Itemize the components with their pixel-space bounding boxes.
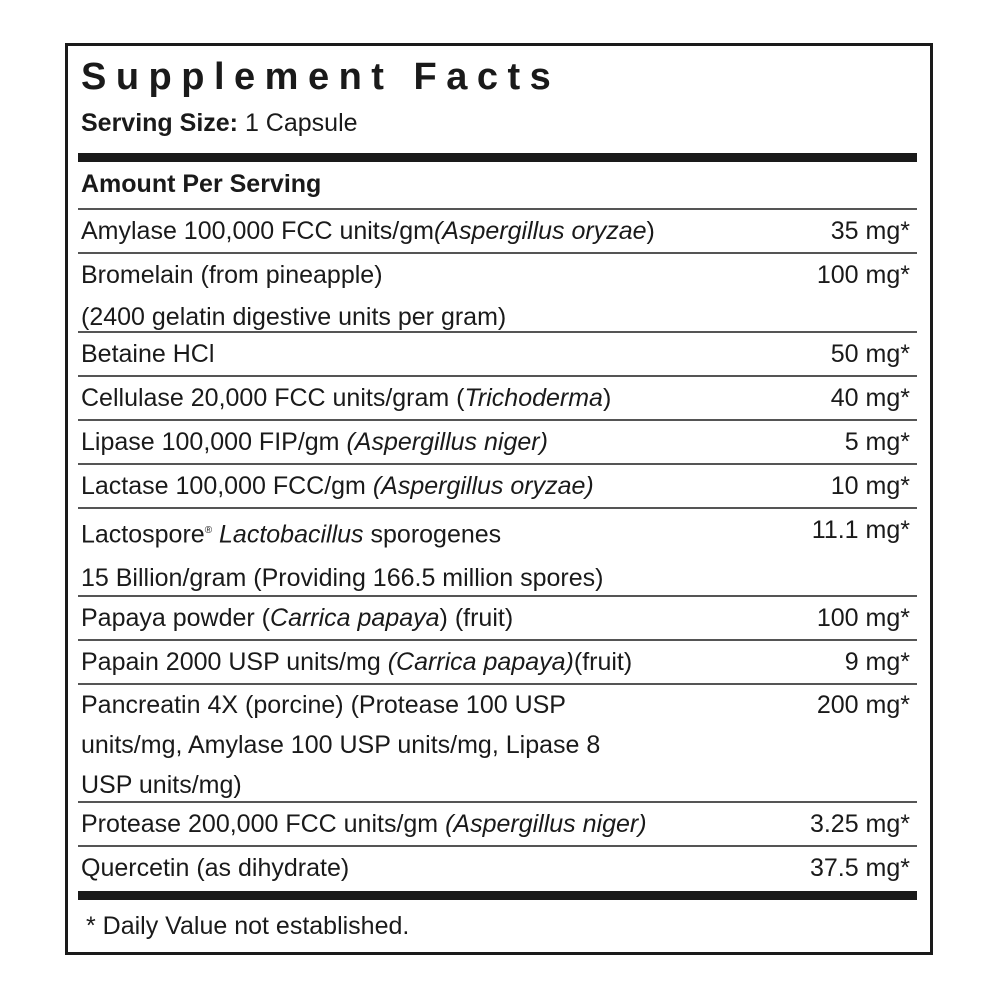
ingredient-amount: 50 mg*	[830, 340, 910, 368]
registered-mark: ®	[204, 525, 213, 536]
ingredient-name: Papain 2000 USP units/mg (Carrica papaya)(fruit)	[81, 648, 633, 676]
serving-size-value: 1 Capsule	[244, 109, 358, 137]
ingredient-name: Quercetin (as dihydrate)	[81, 854, 350, 882]
ingredient-amount: 10 mg*	[830, 472, 910, 500]
ingredient-amount: 5 mg*	[844, 428, 910, 456]
serving-size-label: Serving Size:	[81, 109, 238, 137]
ingredient-name: Betaine HCl	[81, 340, 215, 368]
amount-per-serving-header: Amount Per Serving	[81, 170, 322, 198]
ingredient-name: Protease 200,000 FCC units/gm (Aspergillus niger)	[81, 810, 647, 838]
ingredient-amount: 9 mg*	[844, 648, 910, 676]
ingredient-name: Lipase 100,000 FIP/gm (Aspergillus niger)	[81, 428, 548, 456]
supplement-facts-panel	[65, 43, 933, 955]
ingredient-name: Amylase 100,000 FCC units/gm(Aspergillus oryzae)	[81, 217, 655, 245]
thick-divider-bottom	[78, 891, 917, 900]
ingredient-name: Cellulase 20,000 FCC units/gram (Trichoderma)	[81, 384, 612, 412]
ingredient-amount: 100 mg*	[816, 604, 910, 632]
ingredient-name: Lactase 100,000 FCC/gm (Aspergillus oryzae)	[81, 472, 594, 500]
footnote: * Daily Value not established.	[86, 912, 410, 940]
ingredient-name: Papaya powder (Carrica papaya) (fruit)	[81, 604, 514, 632]
ingredient-amount: 37.5 mg*	[809, 854, 910, 882]
ingredient-amount: 11.1 mg*	[811, 516, 910, 544]
ingredient-amount: 200 mg*	[816, 691, 910, 719]
ingredient-name: Pancreatin 4X (porcine) (Protease 100 USP units/mg, Amylase 100 USP units/mg, Lipase 8 USP units/mg)	[81, 691, 601, 799]
ingredient-amount: 100 mg*	[816, 261, 910, 289]
ingredient-amount: 40 mg*	[830, 384, 910, 412]
ingredient-amount: 3.25 mg*	[809, 810, 910, 838]
ingredient-name: Bromelain (from pineapple) (2400 gelatin digestive units per gram)	[81, 261, 507, 331]
serving-size	[81, 111, 358, 136]
thick-divider-top	[78, 153, 917, 162]
ingredient-name: Lactospore® Lactobacillus sporogenes 15 Billion/gram (Providing 166.5 million spores)	[81, 520, 604, 593]
ingredient-amount: 35 mg*	[830, 217, 910, 245]
panel-title: Supplement Facts	[81, 56, 561, 98]
